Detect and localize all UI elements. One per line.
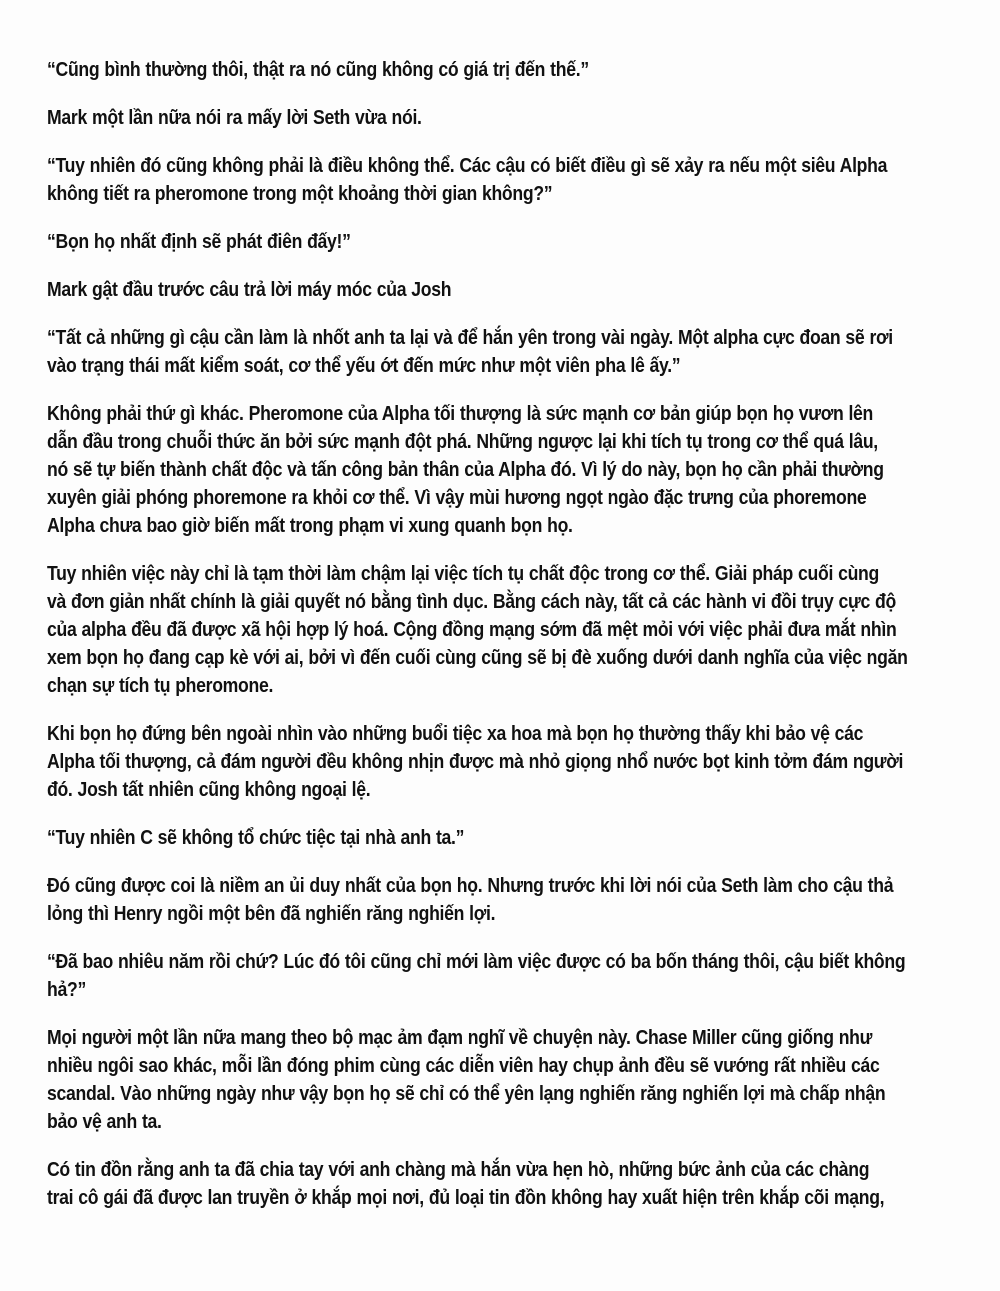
paragraph-6 <box>47 324 959 380</box>
text-line: “Tuy nhiên đó cũng không phải là điều không thể. Các cậu có biết điều gì sẽ xảy ra nếu một siêu Alpha <box>47 154 888 177</box>
paragraph-8 <box>47 560 959 700</box>
text-line: nó sẽ tự biến thành chất độc và tấn công bản thân của Alpha đó. Vì lý do này, bọn họ cần phải thường <box>47 458 884 481</box>
text-line: chạn sự tích tụ pheromone. <box>47 674 274 697</box>
paragraph-1 <box>47 56 959 84</box>
text-line: dẫn đầu trong chuỗi thức ăn bởi sức mạnh đột phá. Những ngược lại khi tích tụ trong cơ thể quá lâu, <box>47 430 878 453</box>
text-line: lỏng thì Henry ngồi một bên đã nghiến răng nghiến lợi. <box>47 902 496 925</box>
text-line: Đó cũng được coi là niềm an ủi duy nhất của bọn họ. Nhưng trước khi lời nói của Seth làm cho cậu thả <box>47 874 894 897</box>
paragraph-11 <box>47 872 959 928</box>
text-line: Khi bọn họ đứng bên ngoài nhìn vào những buổi tiệc xa hoa mà bọn họ thường thấy khi bảo vệ các <box>47 722 864 745</box>
text-line: xuyên giải phóng phoremone ra khỏi cơ thể. Vì vậy mùi hương ngọt ngào đặc trưng của phoremone <box>47 486 867 509</box>
text-line: “Cũng bình thường thôi, thật ra nó cũng không có giá trị đến thế.” <box>47 58 589 81</box>
paragraph-3 <box>47 152 959 208</box>
text-line: nhiều ngôi sao khác, mỗi lần đóng phim cùng các diễn viên hay chụp ảnh đều sẽ vướng rất nhiều các <box>47 1054 880 1077</box>
text-line: bảo vệ anh ta. <box>47 1110 162 1133</box>
text-line: “Bọn họ nhất định sẽ phát điên đấy!” <box>47 230 351 253</box>
text-line: Mark gật đầu trước câu trả lời máy móc của Josh <box>47 278 452 301</box>
paragraph-2 <box>47 104 959 132</box>
paragraph-14 <box>47 1156 959 1212</box>
text-line: của alpha đều đã được xã hội hợp lý hoá. Cộng đồng mạng sớm đã mệt mỏi với việc phải đưa mắt nhìn <box>47 618 897 641</box>
paragraph-12 <box>47 948 959 1004</box>
paragraph-4 <box>47 228 959 256</box>
text-line: Mọi người một lần nữa mang theo bộ mạc ảm đạm nghĩ về chuyện này. Chase Miller cũng giống như <box>47 1026 873 1049</box>
text-line: Mark một lần nữa nói ra mấy lời Seth vừa nói. <box>47 106 422 129</box>
text-line: không tiết ra pheromone trong một khoảng thời gian không?” <box>47 182 553 205</box>
text-line: trai cô gái đã được lan truyền ở khắp mọi nơi, đủ loại tin đồn không hay xuất hiện trên khắp cõi mạng, <box>47 1186 885 1209</box>
text-line: “Tất cả những gì cậu cần làm là nhốt anh ta lại và để hắn yên trong vài ngày. Một alpha cực đoan sẽ rơi <box>47 326 893 349</box>
document-page <box>47 56 959 1232</box>
text-line: vào trạng thái mất kiểm soát, cơ thể yếu ớt đến mức như một viên pha lê ấy.” <box>47 354 681 377</box>
paragraph-5 <box>47 276 959 304</box>
text-line: Alpha chưa bao giờ biến mất trong phạm vi xung quanh bọn họ. <box>47 514 573 537</box>
text-line: xem bọn họ đang cạp kè với ai, bởi vì đến cuối cùng cũng sẽ bị đè xuống dưới danh nghĩa của việc ngăn <box>47 646 908 669</box>
text-line: “Đã bao nhiêu năm rồi chứ? Lúc đó tôi cũng chỉ mới làm việc được có ba bốn tháng thôi, cậu biết không <box>47 950 906 973</box>
text-line: Tuy nhiên việc này chỉ là tạm thời làm chậm lại việc tích tụ chất độc trong cơ thể. Giải pháp cuối cùng <box>47 562 879 585</box>
text-line: Không phải thứ gì khác. Pheromone của Alpha tối thượng là sức mạnh cơ bản giúp bọn họ vươn lên <box>47 402 874 425</box>
text-line: và đơn giản nhất chính là giải quyết nó bằng tình dục. Bằng cách này, tất cả các hành vi đồi trụy cực độ <box>47 590 896 613</box>
paragraph-10 <box>47 824 959 852</box>
paragraph-9 <box>47 720 959 804</box>
text-line: “Tuy nhiên C sẽ không tổ chức tiệc tại nhà anh ta.” <box>47 826 465 849</box>
text-line: Có tin đồn rằng anh ta đã chia tay với anh chàng mà hắn vừa hẹn hò, những bức ảnh của các chàng <box>47 1158 870 1181</box>
text-line: Alpha tối thượng, cả đám người đều không nhịn được mà nhỏ giọng nhổ nước bọt kinh tởm đám người <box>47 750 904 773</box>
paragraph-7 <box>47 400 959 540</box>
text-line: đó. Josh tất nhiên cũng không ngoại lệ. <box>47 778 371 801</box>
text-line: scandal. Vào những ngày như vậy bọn họ sẽ chỉ có thể yên lạng nghiến răng nghiến lợi mà chấp nhận <box>47 1082 886 1105</box>
paragraph-13 <box>47 1024 959 1136</box>
text-line: hả?” <box>47 978 86 1001</box>
